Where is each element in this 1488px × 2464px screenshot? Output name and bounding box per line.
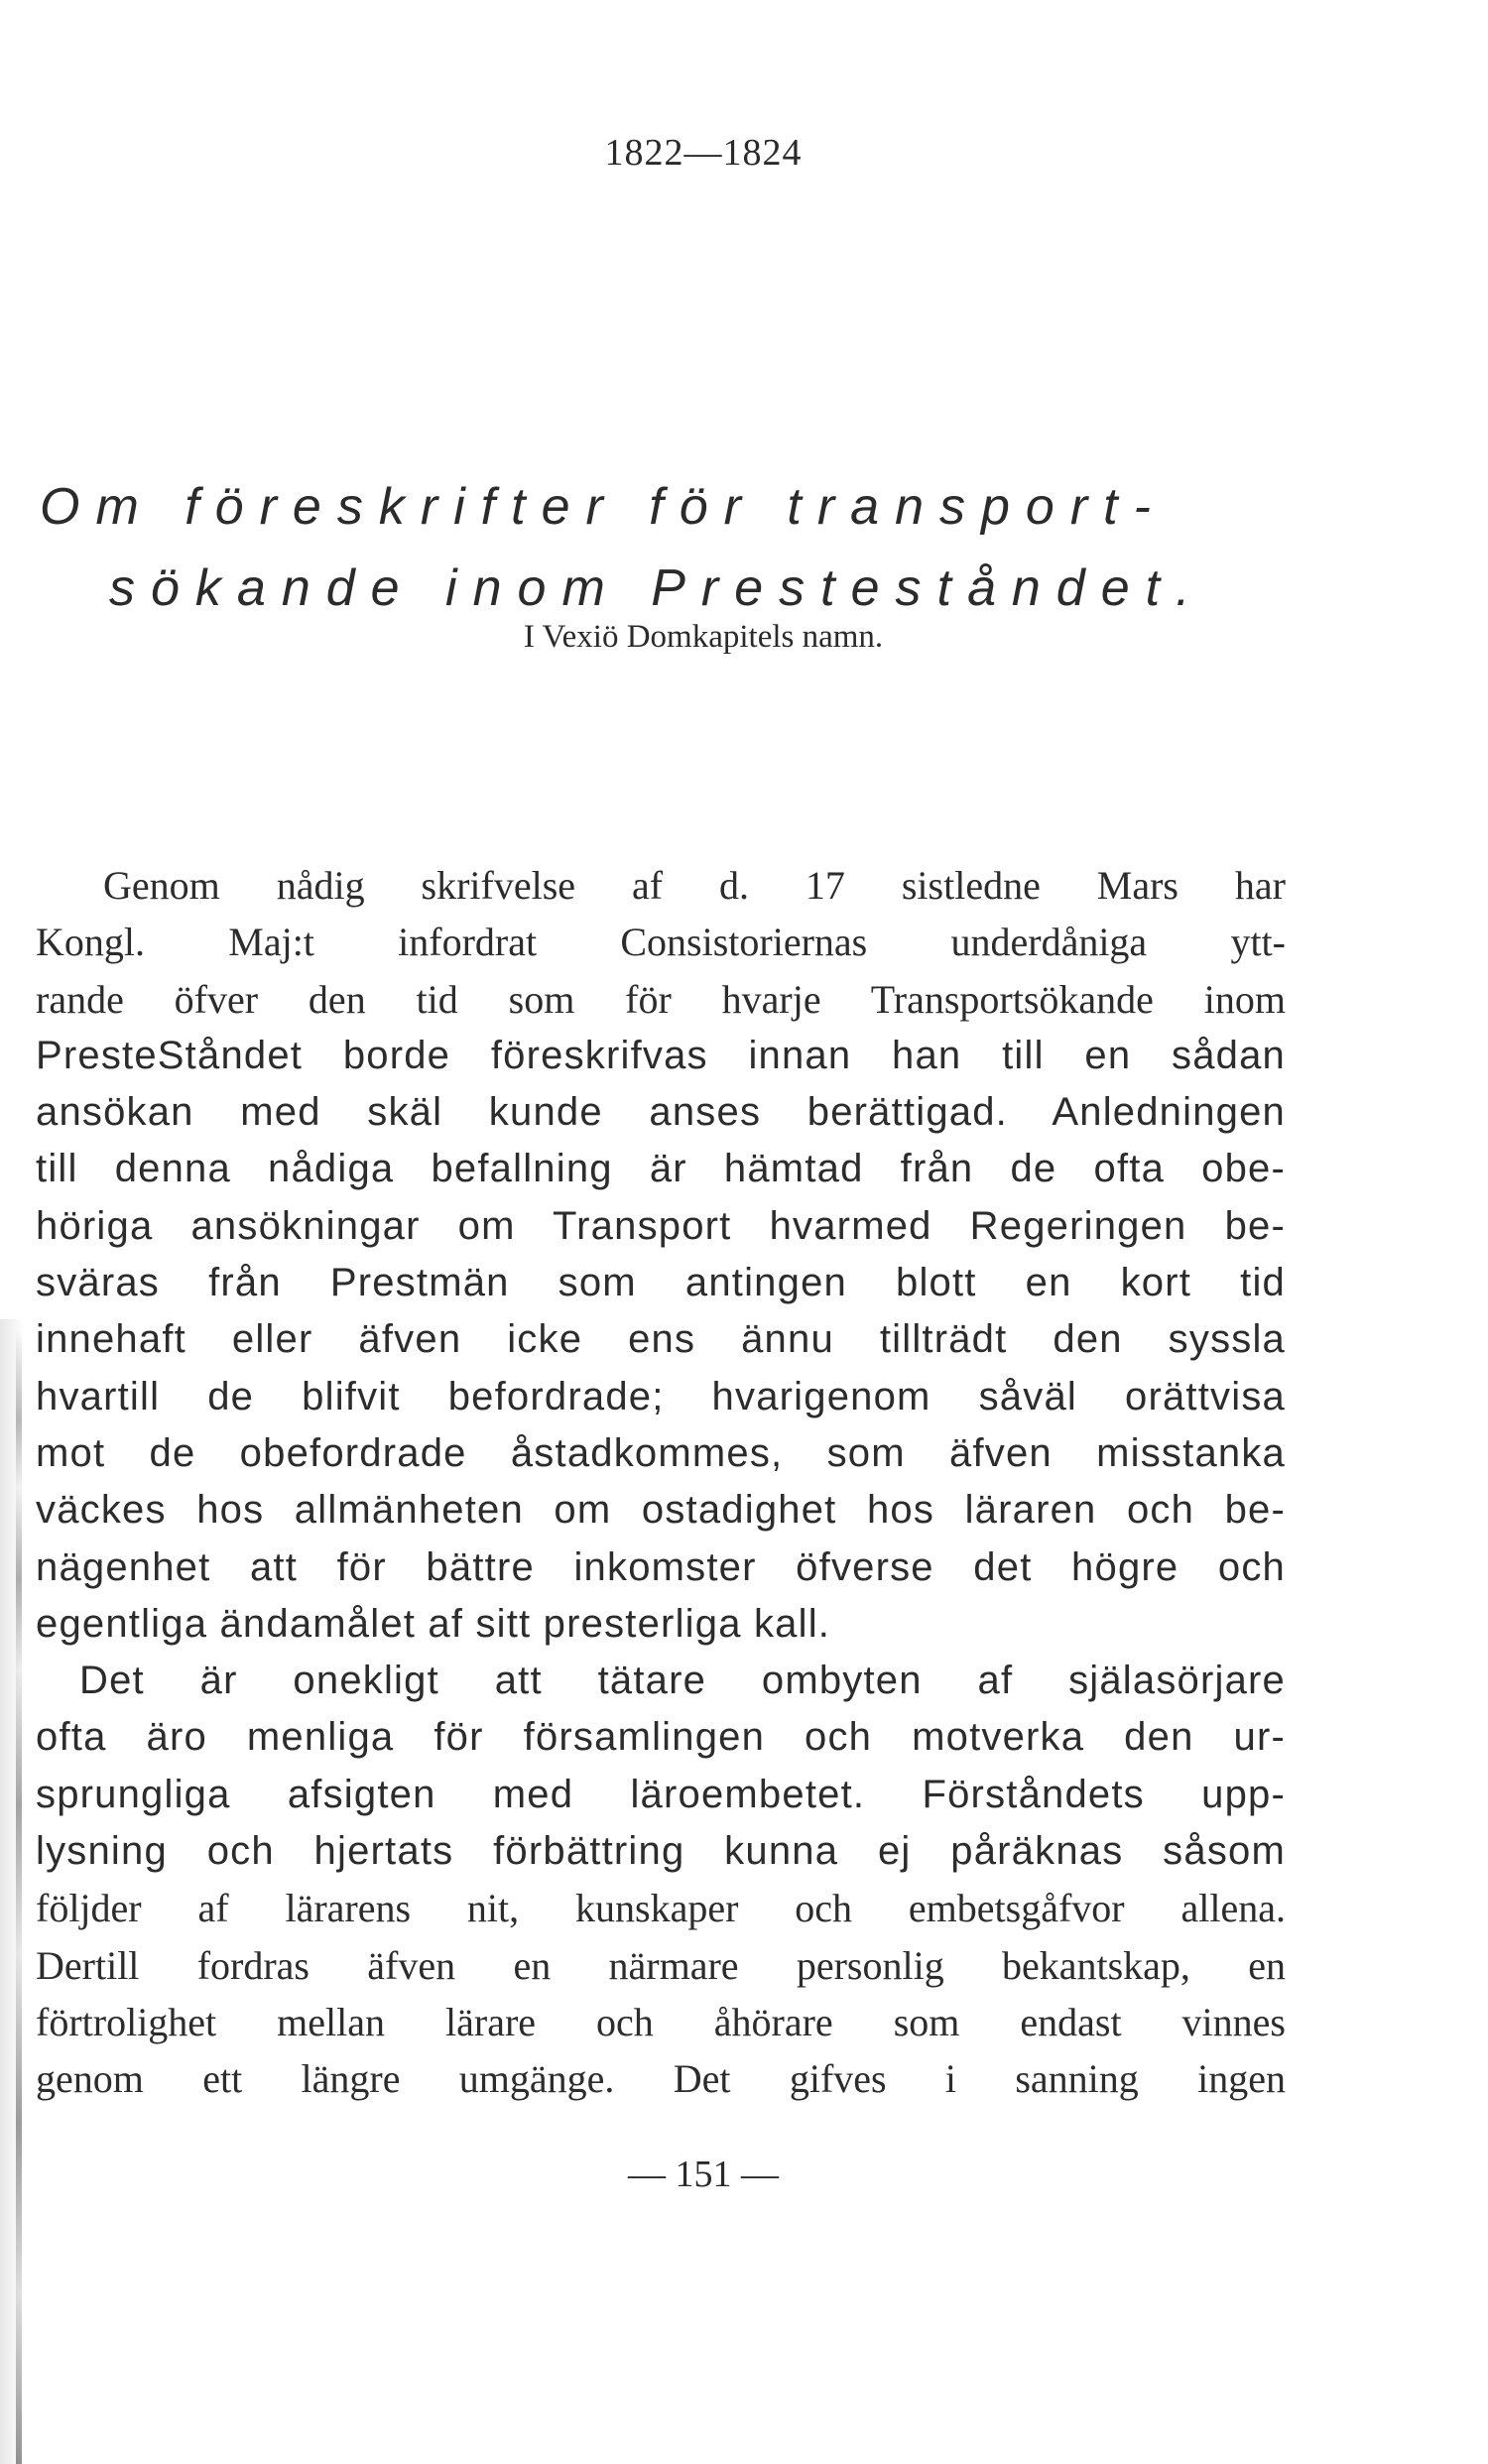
body-line: till denna nådiga befallning är hämtad från de ofta obe-: [36, 1147, 1286, 1191]
body-line: innehaft eller äfven icke ens ännu tillträdt den syssla: [36, 1317, 1286, 1362]
body-line: lysning och hjertats förbättring kunna ej påräknas såsom: [36, 1829, 1286, 1874]
body-line: höriga ansökningar om Transport hvarmed Regeringen be-: [36, 1203, 1286, 1248]
body-line: egentliga ändamålet af sitt presterliga kall.: [36, 1601, 831, 1646]
body-line: ofta äro menliga för församlingen och motverka den ur-: [36, 1715, 1286, 1760]
body-line: rande öfver den tid som för hvarje Transportsökande inom: [36, 976, 1286, 1022]
running-head: 1822—1824: [604, 132, 803, 174]
title-line-2: sökande inom Presteståndet.: [109, 559, 1206, 617]
body-line: ansökan med skäl kunde anses berättigad. Anledningen: [36, 1090, 1286, 1135]
body-line: Det är onekligt att tätare ombyten af själasörjare: [79, 1659, 1286, 1703]
body-text: [36, 857, 1286, 2108]
body-line: genom ett längre umgänge. Det gifves i sanning ingen: [36, 2056, 1286, 2102]
body-line: hvartill de blifvit befordrade; hvarigenom såväl orättvisa: [36, 1374, 1286, 1418]
body-line: väckes hos allmänheten om ostadighet hos läraren och be-: [36, 1488, 1286, 1533]
body-line: Dertill fordras äfven en närmare personlig bekantskap, en: [36, 1942, 1286, 1988]
binding-marks: [16, 1329, 22, 2464]
title-line-1: Om föreskrifter för transport-: [40, 478, 1167, 536]
body-line: sväras från Prestmän som antingen blott en kort tid: [36, 1261, 1286, 1305]
body-line: Genom nådig skrifvelse af d. 17 sistledne Mars har: [103, 863, 1286, 908]
body-line: PresteStåndet borde föreskrifvas innan han till en sådan: [36, 1033, 1286, 1077]
body-line: följder af lärarens nit, kunskaper och embetsgåfvor allena.: [36, 1886, 1286, 1931]
article-title: [40, 466, 1290, 629]
body-line: nägenhet att för bättre inkomster öfverse det högre och: [36, 1544, 1286, 1589]
body-line: sprungliga afsigten med läroembetet. Förståndets upp-: [36, 1772, 1286, 1816]
page-number: — 151 —: [628, 2154, 779, 2195]
body-line: Kongl. Maj:t infordrat Consistoriernas underdåniga ytt-: [36, 920, 1286, 965]
body-line: mot de obefordrade åstadkommes, som äfven misstanka: [36, 1430, 1286, 1475]
article-subtitle: I Vexiö Domkapitels namn.: [523, 619, 884, 655]
body-line: förtrolighet mellan lärare och åhörare som endast vinnes: [36, 1999, 1286, 2044]
